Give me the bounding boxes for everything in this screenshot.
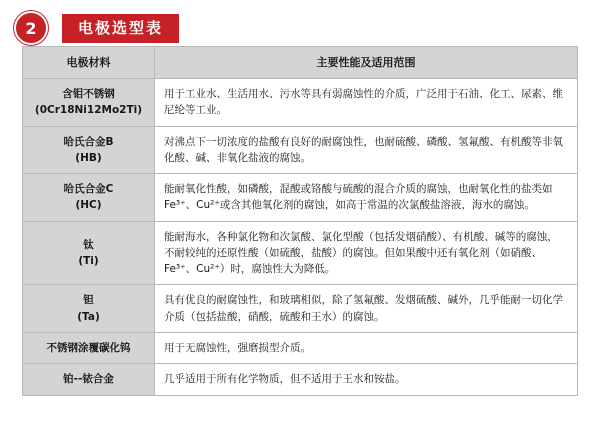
material-name-line1: 钽 <box>83 294 94 307</box>
table-body <box>23 79 578 395</box>
cell-description <box>155 126 578 174</box>
material-name-line2: (0Cr18Ni12Mo2Ti) <box>34 104 143 117</box>
material-name-line2: (Ta) <box>77 310 100 323</box>
section-number-badge: 2 <box>14 11 48 45</box>
table-row <box>23 126 578 174</box>
material-name-line1: 哈氏合金B <box>63 135 114 148</box>
cell-description <box>155 79 578 127</box>
column-header-description: 主要性能及适用范围 <box>155 47 578 79</box>
column-header-material: 电极材料 <box>23 47 155 79</box>
table-row <box>23 221 578 285</box>
material-name-line2: (HB) <box>75 151 102 164</box>
cell-material <box>23 332 155 363</box>
material-name-line1: 不锈钢涂覆碳化钨 <box>46 341 131 354</box>
cell-material <box>23 285 155 333</box>
table-row <box>23 79 578 127</box>
material-name-line1: 铂--铱合金 <box>63 373 114 386</box>
cell-description <box>155 174 578 222</box>
table-row <box>23 174 578 222</box>
description-text: 用于无腐蚀性，强磨损型介质。 <box>164 341 311 354</box>
description-text: 能耐海水，各种氯化物和次氯酸、氯化型酸（包括发烟硝酸）、有机酸、碱等的腐蚀，不耐较纯的还原性酸（如硫酸，盐酸）的腐蚀。但如果酸中还有氧化剂（如硝酸、Fe³⁺、Cu²⁺）时，腐蚀性大为降低。 <box>164 230 558 276</box>
table-row <box>23 332 578 363</box>
table-header-row <box>23 47 578 79</box>
cell-description <box>155 221 578 285</box>
material-name-line1: 含钼不锈钢 <box>62 88 115 101</box>
material-name-line1: 钛 <box>83 238 94 251</box>
material-name-line2: (HC) <box>75 199 102 212</box>
cell-material <box>23 221 155 285</box>
cell-description <box>155 285 578 333</box>
page-title: 电极选型表 <box>62 14 179 43</box>
table-container <box>0 46 600 396</box>
table-header <box>23 47 578 79</box>
description-text: 几乎适用于所有化学物质，但不适用于王水和铵盐。 <box>164 373 406 386</box>
description-text: 能耐氧化性酸，如磷酸，混酸或铬酸与硫酸的混合介质的腐蚀，也耐氧化性的盐类如Fe³⁺、Cu²⁺或含其他氧化剂的腐蚀，如高于常温的次氯酸盐溶液，海水的腐蚀。 <box>164 183 553 212</box>
description-text: 具有优良的耐腐蚀性，和玻璃相似，除了氢氟酸、发烟硫酸、碱外，几乎能耐一切化学介质（包括盐酸，硝酸，硫酸和王水）的腐蚀。 <box>164 294 563 323</box>
material-name-line1: 哈氏合金C <box>63 183 114 196</box>
description-text: 对沸点下一切浓度的盐酸有良好的耐腐蚀性，也耐硫酸、磷酸、氢氟酸、有机酸等非氧化酸、碱、非氧化盐液的腐蚀。 <box>164 135 563 164</box>
table-row <box>23 285 578 333</box>
cell-material <box>23 174 155 222</box>
cell-material <box>23 364 155 395</box>
cell-description <box>155 332 578 363</box>
cell-material <box>23 79 155 127</box>
cell-material <box>23 126 155 174</box>
material-name-line2: (Ti) <box>78 255 99 268</box>
cell-description <box>155 364 578 395</box>
electrode-selection-table <box>22 46 578 396</box>
description-text: 用于工业水、生活用水、污水等具有弱腐蚀性的介质，广泛用于石油、化工、尿素、维尼纶等工业。 <box>164 88 563 117</box>
page-header <box>0 0 600 46</box>
table-row <box>23 364 578 395</box>
